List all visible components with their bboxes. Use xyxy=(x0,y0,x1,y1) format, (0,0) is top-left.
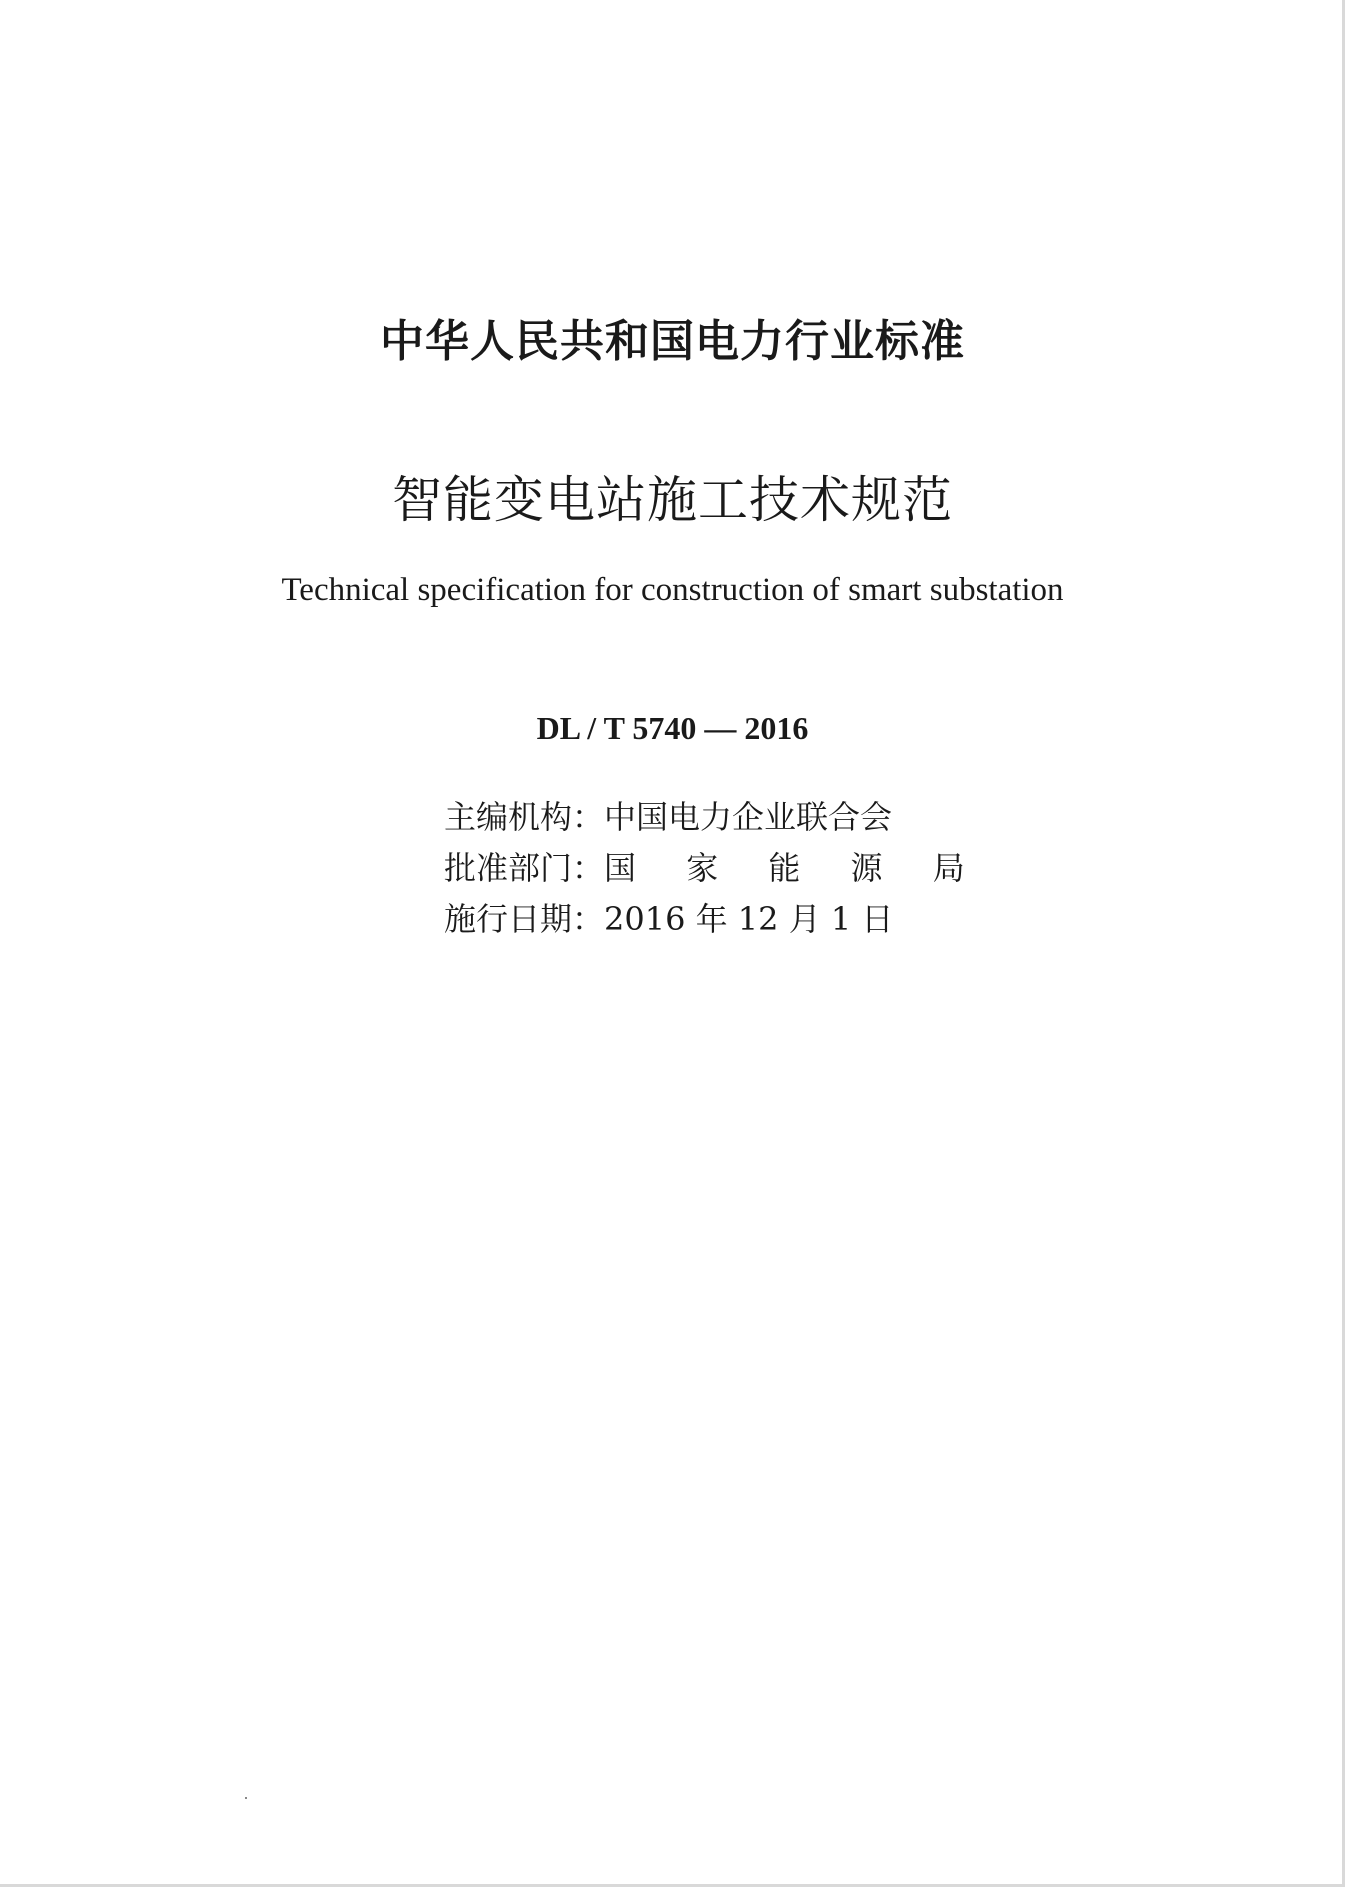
effective-date-label: 施行日期： xyxy=(444,900,605,938)
standard-code: DL / T 5740 — 2016 xyxy=(536,710,809,746)
approver-row xyxy=(444,843,985,889)
editor-label: 主编机构： xyxy=(444,798,605,836)
editor-row xyxy=(444,792,892,838)
standard-category-heading: 中华人民共和国电力行业标准 xyxy=(380,316,965,367)
document-title-english: Technical specification for construction of smart substation xyxy=(281,572,1064,608)
document-title-chinese: 智能变电站施工技术规范 xyxy=(392,471,953,529)
editor-value: 中国电力企业联合会 xyxy=(604,798,893,836)
effective-date-value: 2016 年 12 月 1 日 xyxy=(604,900,894,938)
effective-date-row xyxy=(444,894,893,940)
approver-value: 国 家 能 源 局 xyxy=(604,849,985,887)
scan-speck xyxy=(245,1797,247,1799)
approver-label: 批准部门： xyxy=(444,849,605,887)
